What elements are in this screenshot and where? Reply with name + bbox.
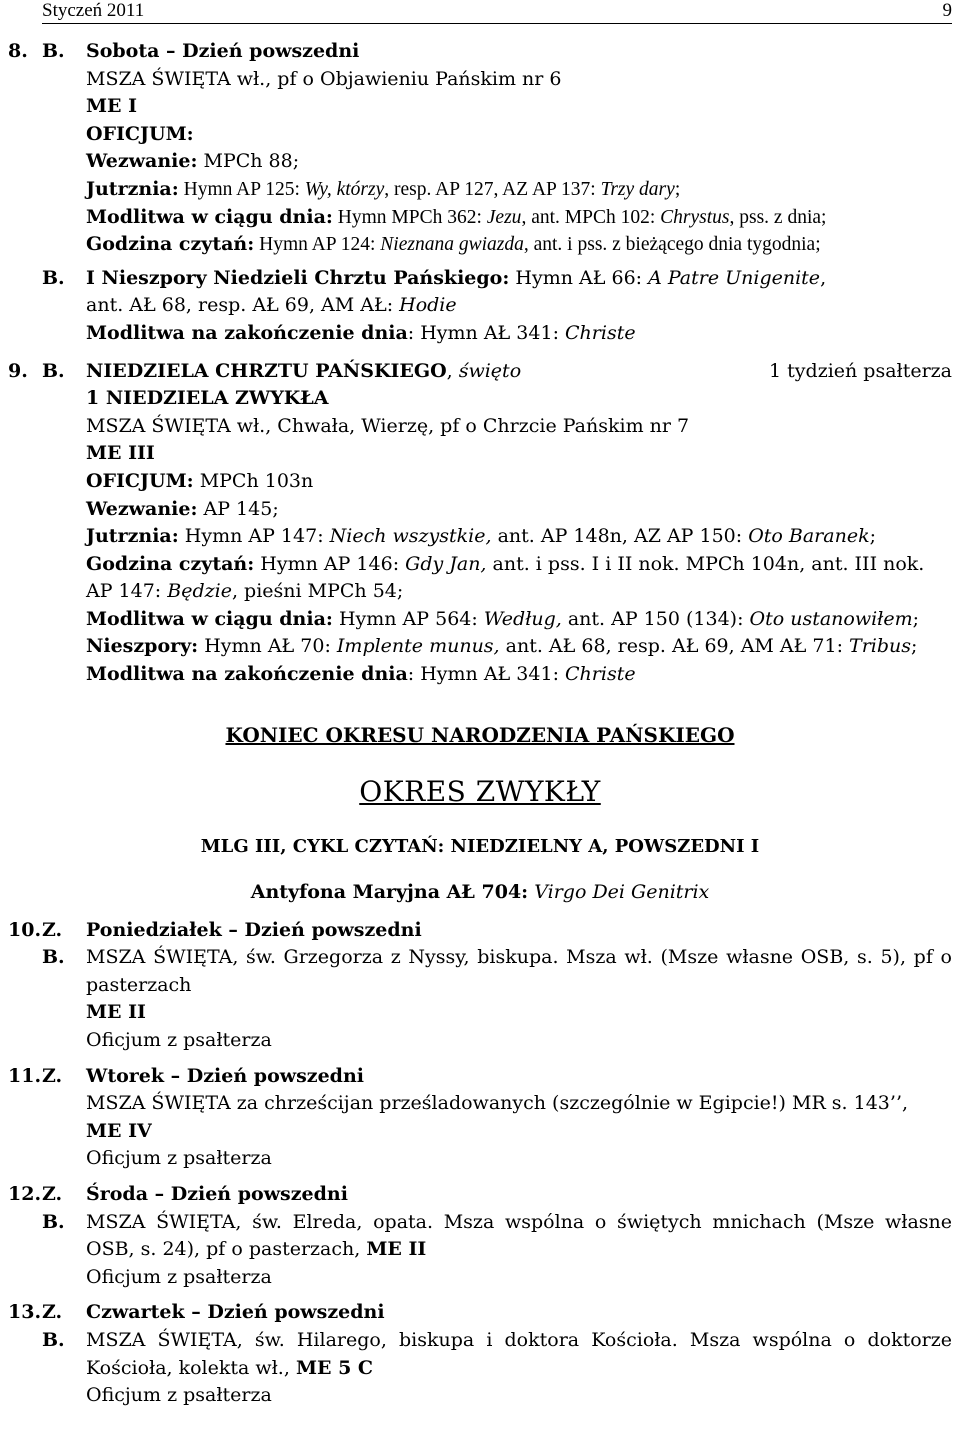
season-heading: OKRES ZWYKŁY: [359, 774, 601, 808]
mass-cycle: B.: [42, 1210, 65, 1233]
missal-ref: ME III: [86, 442, 155, 465]
office-heading: OFICJUM:: [86, 122, 194, 145]
mass-info: MSZA ŚWIĘTA, św. Grzegorza z Nyssy, biskupa. Msza wł. (Msze własne OSB, s. 5), pf o pasterzach: [86, 946, 952, 996]
day-title: NIEDZIELA CHRZTU PAŃSKIEGO: [86, 359, 447, 382]
jutrznia-line: Jutrznia: Hymn AP 125: Wy, którzy, resp. AP 127, AZ AP 137: Trzy dary;: [86, 177, 681, 200]
day-title: Wtorek – Dzień powszedni: [86, 1064, 364, 1087]
page-header: [42, 0, 952, 24]
day-number: 8.: [8, 40, 28, 62]
mass-info: MSZA ŚWIĘTA, św. Elreda, opata. Msza wspólna o świętych mnichach (Msze własne OSB, s. 24), pf o pasterzach, ME II: [86, 1210, 952, 1261]
office-info: Oficjum z psałterza: [86, 1384, 272, 1407]
vespers-line: Nieszpory: Hymn AŁ 70: Implente munus, ant. AŁ 68, resp. AŁ 69, AM AŁ 71: Tribus;: [86, 635, 918, 658]
day-title: Środa – Dzień powszedni: [86, 1183, 348, 1205]
mass-cycle: B.: [42, 946, 65, 969]
day-number: 10.: [8, 918, 42, 941]
mass-info: MSZA ŚWIĘTA za chrześcijan prześladowanych (szczególnie w Egipcie!) MR s. 143’’,: [86, 1092, 909, 1115]
mass-info: MSZA ŚWIĘTA wł., pf o Objawieniu Pańskim nr 6: [86, 67, 562, 90]
day-cycle: Z.: [42, 1064, 63, 1087]
day-title: Sobota – Dzień powszedni: [86, 40, 360, 62]
godzina-czytan-line: Godzina czytań: Hymn AP 146: Gdy Jan, ant. i pss. I i II nok. MPCh 104n, ant. III nok.: [86, 552, 925, 575]
day-cycle: Z.: [42, 1301, 63, 1324]
day-cycle: B.: [42, 359, 65, 382]
modlitwa-line: Modlitwa w ciągu dnia: Hymn MPCh 362: Jezu, ant. MPCh 102: Chrystus, pss. z dnia;: [86, 205, 827, 228]
day-number: 11.: [8, 1064, 42, 1087]
godzina-czytan-line: Godzina czytań: Hymn AP 124: Nieznana gwiazda, ant. i pss. z bieżącego dnia tygodnia;: [86, 233, 821, 256]
marian-antiphon: Antyfona Maryjna AŁ 704: Virgo Dei Genitrix: [250, 880, 710, 903]
entry-8: [0, 38, 960, 348]
missal-ref: ME I: [86, 95, 138, 118]
cycle-info: MLG III, CYKL CZYTAŃ: NIEDZIELNY A, POWSZEDNI I: [200, 835, 760, 857]
entry-11: [0, 1063, 960, 1173]
entry-9: [0, 358, 960, 689]
office-line: OFICJUM: MPCh 103n: [86, 469, 314, 492]
feast-rank: święto: [458, 359, 522, 382]
sunday-number: 1 NIEDZIELA ZWYKŁA: [86, 387, 329, 410]
psalter-week: 1 tydzień psałterza: [769, 359, 952, 382]
vespers-line: I Nieszpory Niedzieli Chrztu Pańskiego: Hymn AŁ 66: A Patre Unigenite,: [86, 266, 827, 289]
missal-ref: ME II: [86, 1001, 146, 1024]
entry-13: [0, 1299, 960, 1409]
mass-info: MSZA ŚWIĘTA wł., Chwała, Wierzę, pf o Chrzcie Pańskim nr 7: [86, 414, 690, 437]
day-cycle: B.: [42, 40, 65, 62]
office-info: Oficjum z psałterza: [86, 1029, 272, 1052]
day-cycle: Z.: [42, 918, 63, 941]
compline-line: Modlitwa na zakończenie dnia: Hymn AŁ 341: Christe: [86, 321, 636, 344]
entry-10: [0, 917, 960, 1055]
day-number: 9.: [8, 359, 28, 382]
missal-ref: ME IV: [86, 1119, 152, 1142]
day-title: Czwartek – Dzień powszedni: [86, 1301, 385, 1324]
godzina-czytan-line-2: AP 147: Będzie, pieśni MPCh 54;: [86, 580, 404, 603]
day-cycle: Z.: [42, 1183, 63, 1205]
office-info: Oficjum z psałterza: [86, 1265, 272, 1288]
day-number: 13.: [8, 1301, 42, 1324]
mass-cycle: B.: [42, 1328, 65, 1351]
wezwanie-line: Wezwanie: AP 145;: [86, 497, 279, 520]
end-of-season-heading: KONIEC OKRESU NARODZENIA PAŃSKIEGO: [225, 722, 735, 747]
mass-info: MSZA ŚWIĘTA, św. Hilarego, biskupa i doktora Kościoła. Msza wspólna o doktorze Kościoła, kolekta wł., ME 5 C: [86, 1328, 952, 1379]
document-body: [0, 38, 960, 1414]
office-info: Oficjum z psałterza: [86, 1147, 272, 1170]
vespers-cycle: B.: [42, 266, 65, 289]
header-month: Styczeń 2011: [42, 0, 145, 21]
wezwanie-line: Wezwanie: MPCh 88;: [86, 150, 300, 173]
header-rule: [42, 23, 952, 24]
modlitwa-line: Modlitwa w ciągu dnia: Hymn AP 564: Według, ant. AP 150 (134): Oto ustanowiłem;: [86, 607, 919, 630]
compline-line: Modlitwa na zakończenie dnia: Hymn AŁ 341: Christe: [86, 663, 636, 686]
entry-12: [0, 1181, 960, 1291]
day-number: 12.: [8, 1183, 42, 1205]
page-number: 9: [942, 0, 952, 21]
jutrznia-line: Jutrznia: Hymn AP 147: Niech wszystkie, ant. AP 148n, AZ AP 150: Oto Baranek;: [86, 525, 876, 548]
vespers-antiphons: ant. AŁ 68, resp. AŁ 69, AM AŁ: Hodie: [86, 294, 457, 317]
day-title-row: NIEDZIELA CHRZTU PAŃSKIEGO, święto 1 tydzień psałterza: [86, 358, 952, 386]
day-title: Poniedziałek – Dzień powszedni: [86, 918, 422, 941]
